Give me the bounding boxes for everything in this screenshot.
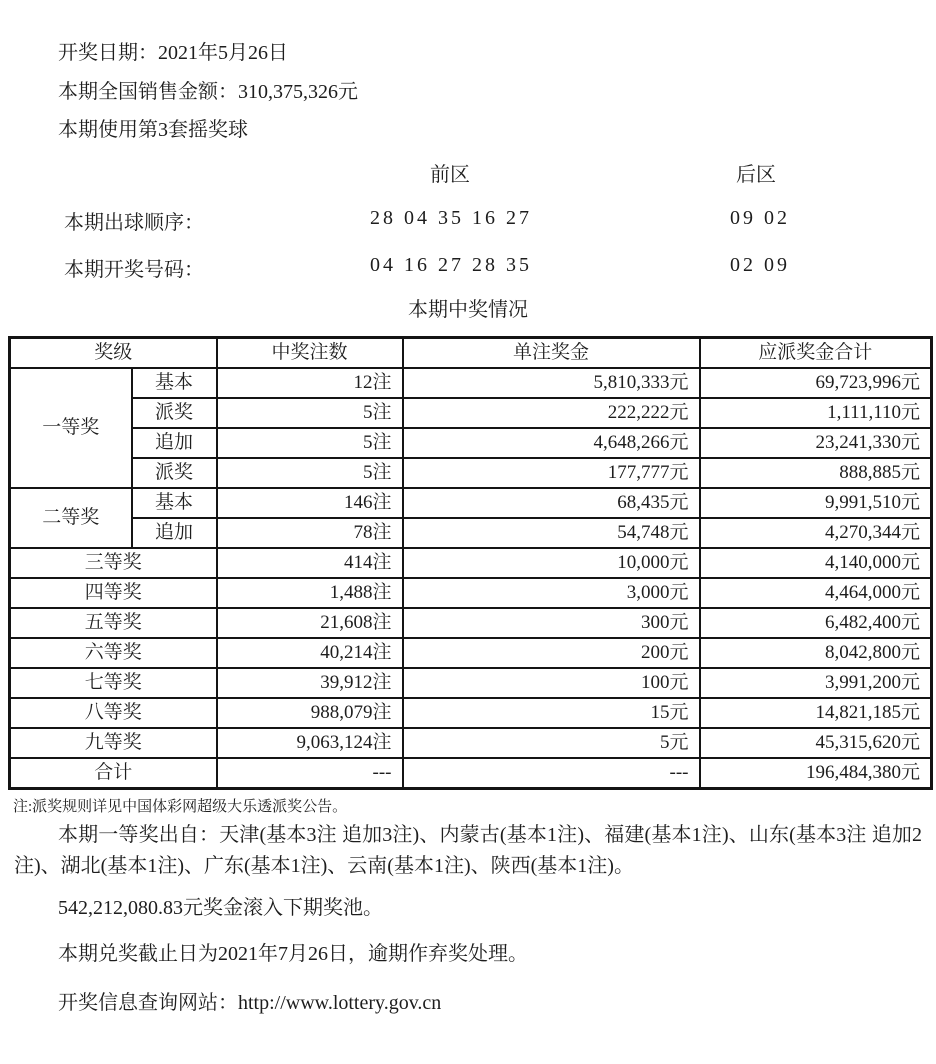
- prize-sub-cell: 基本: [132, 368, 217, 398]
- prize-sub-cell: 追加: [132, 518, 217, 548]
- ball-set-line: 本期使用第3套摇奖球: [58, 119, 248, 141]
- header-prize-level: 奖级: [10, 338, 217, 369]
- bet-count-cell: 5注: [217, 428, 403, 458]
- prize-group-cell: 合计: [10, 758, 217, 789]
- prize-group-cell: 六等奖: [10, 638, 217, 668]
- draw-order-front-numbers: 28 04 35 16 27: [370, 207, 532, 229]
- winning-numbers-back: 02 09: [730, 254, 790, 276]
- total-prize-cell: 888,885元: [700, 458, 932, 488]
- total-prize-cell: 196,484,380元: [700, 758, 932, 789]
- prize-group-cell: 四等奖: [10, 578, 217, 608]
- bet-count-cell: 146注: [217, 488, 403, 518]
- single-prize-cell: 15元: [403, 698, 700, 728]
- prize-group-cell: 二等奖: [10, 488, 132, 548]
- prize-group-cell: 五等奖: [10, 608, 217, 638]
- draw-date-line: 开奖日期：2021年5月26日: [58, 42, 288, 64]
- prize-row-first-additional: [10, 428, 932, 458]
- prize-row-first-bonus: [10, 398, 932, 428]
- single-prize-cell: 68,435元: [403, 488, 700, 518]
- single-prize-cell: 3,000元: [403, 578, 700, 608]
- prize-group-cell: 三等奖: [10, 548, 217, 578]
- bet-count-cell: 5注: [217, 458, 403, 488]
- back-zone-label: 后区: [736, 164, 776, 186]
- total-prize-cell: 6,482,400元: [700, 608, 932, 638]
- total-prize-cell: 4,464,000元: [700, 578, 932, 608]
- prize-row-first-bonus2: [10, 458, 932, 488]
- bet-count-cell: 5注: [217, 398, 403, 428]
- total-prize-cell: 1,111,110元: [700, 398, 932, 428]
- prize-sub-cell: 追加: [132, 428, 217, 458]
- prize-row-fourth: [10, 578, 932, 608]
- single-prize-cell: 54,748元: [403, 518, 700, 548]
- bet-count-cell: 1,488注: [217, 578, 403, 608]
- prize-row-total: [10, 758, 932, 789]
- winning-numbers-label: 本期开奖号码：: [64, 259, 204, 281]
- prize-group-cell: 八等奖: [10, 698, 217, 728]
- single-prize-cell: 5元: [403, 728, 700, 758]
- prize-row-fifth: [10, 608, 932, 638]
- single-prize-cell: 200元: [403, 638, 700, 668]
- bet-count-cell: 39,912注: [217, 668, 403, 698]
- single-prize-cell: 100元: [403, 668, 700, 698]
- single-prize-cell: 10,000元: [403, 548, 700, 578]
- total-prize-cell: 3,991,200元: [700, 668, 932, 698]
- website-line: 开奖信息查询网站：http://www.lottery.gov.cn: [58, 992, 442, 1014]
- table-header-row: [10, 338, 932, 369]
- prize-row-second-additional: [10, 518, 932, 548]
- single-prize-cell: ---: [403, 758, 700, 789]
- total-prize-cell: 69,723,996元: [700, 368, 932, 398]
- prize-row-sixth: [10, 638, 932, 668]
- total-prize-cell: 8,042,800元: [700, 638, 932, 668]
- winning-numbers-front: 04 16 27 28 35: [370, 254, 532, 276]
- total-prize-cell: 45,315,620元: [700, 728, 932, 758]
- draw-order-back-numbers: 09 02: [730, 207, 790, 229]
- bet-count-cell: 988,079注: [217, 698, 403, 728]
- sales-amount-line: 本期全国销售金额：310,375,326元: [58, 81, 358, 103]
- prize-row-eighth: [10, 698, 932, 728]
- rollover-line: 542,212,080.83元奖金滚入下期奖池。: [58, 897, 383, 919]
- prize-row-first-basic: [10, 368, 932, 398]
- front-zone-label: 前区: [430, 164, 470, 186]
- single-prize-cell: 5,810,333元: [403, 368, 700, 398]
- header-total-prize: 应派奖金合计: [700, 338, 932, 369]
- total-prize-cell: 14,821,185元: [700, 698, 932, 728]
- header-bet-count: 中奖注数: [217, 338, 403, 369]
- prize-row-seventh: [10, 668, 932, 698]
- bet-count-cell: 78注: [217, 518, 403, 548]
- bet-count-cell: 9,063,124注: [217, 728, 403, 758]
- prize-row-second-basic: [10, 488, 932, 518]
- total-prize-cell: 4,270,344元: [700, 518, 932, 548]
- bet-count-cell: ---: [217, 758, 403, 789]
- draw-order-label: 本期出球顺序：: [64, 212, 204, 234]
- prize-group-cell: 一等奖: [10, 368, 132, 488]
- single-prize-cell: 300元: [403, 608, 700, 638]
- bet-count-cell: 21,608注: [217, 608, 403, 638]
- winners-paragraph: 本期一等奖出自：天津(基本3注 追加3注)、内蒙古(基本1注)、福建(基本1注)、山东(基本3注 追加2注)、湖北(基本1注)、广东(基本1注)、云南(基本1注)、陕西(基本1注)。: [14, 824, 922, 877]
- prize-table-title: 本期中奖情况: [408, 299, 528, 321]
- single-prize-cell: 222,222元: [403, 398, 700, 428]
- bet-count-cell: 12注: [217, 368, 403, 398]
- single-prize-cell: 177,777元: [403, 458, 700, 488]
- prize-group-cell: 七等奖: [10, 668, 217, 698]
- prize-sub-cell: 派奖: [132, 398, 217, 428]
- bet-count-cell: 40,214注: [217, 638, 403, 668]
- header-single-prize: 单注奖金: [403, 338, 700, 369]
- prize-table: [8, 336, 933, 790]
- footnote: 注:派奖规则详见中国体彩网超级大乐透派奖公告。: [13, 799, 348, 815]
- bet-count-cell: 414注: [217, 548, 403, 578]
- prize-row-ninth: [10, 728, 932, 758]
- prize-sub-cell: 派奖: [132, 458, 217, 488]
- redeem-deadline-line: 本期兑奖截止日为2021年7月26日，逾期作弃奖处理。: [58, 943, 528, 965]
- total-prize-cell: 4,140,000元: [700, 548, 932, 578]
- single-prize-cell: 4,648,266元: [403, 428, 700, 458]
- prize-group-cell: 九等奖: [10, 728, 217, 758]
- total-prize-cell: 9,991,510元: [700, 488, 932, 518]
- prize-row-third: [10, 548, 932, 578]
- prize-sub-cell: 基本: [132, 488, 217, 518]
- total-prize-cell: 23,241,330元: [700, 428, 932, 458]
